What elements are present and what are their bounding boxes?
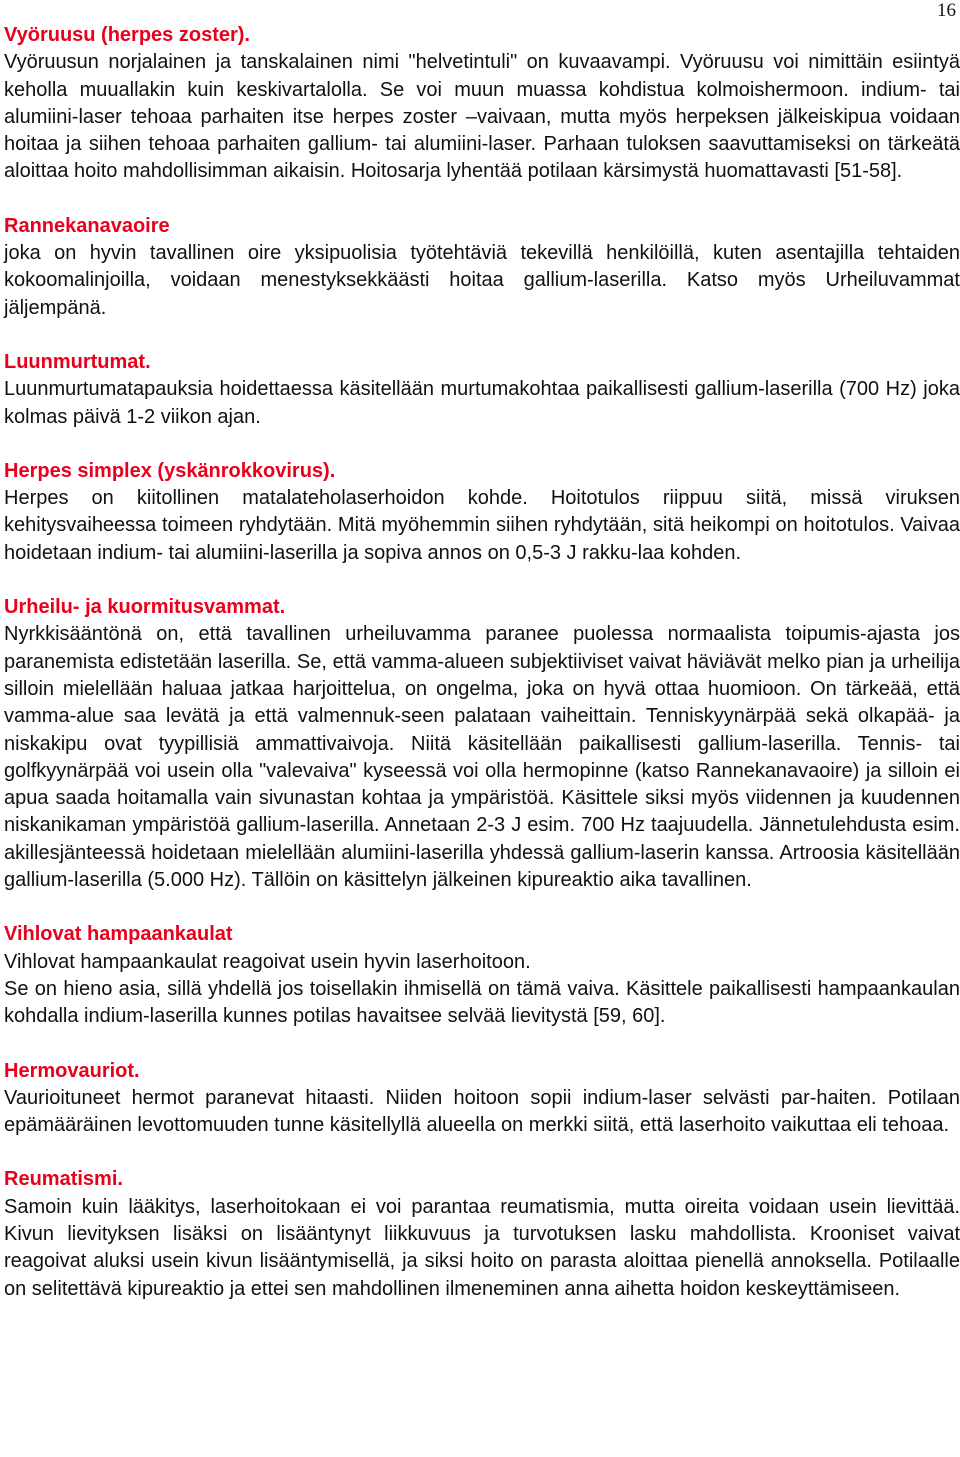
section-herpes-simplex bbox=[4, 458, 960, 567]
section-heading: Herpes simplex (yskänrokkovirus). bbox=[4, 459, 336, 482]
section-hermovauriot bbox=[4, 1058, 960, 1140]
section-paragraph: Se on hieno asia, sillä yhdellä jos toisellakin ihmisellä on tämä vaiva. Käsittele paikallisesti hampaankaulan kohdalla indium-laserilla kunnes potilas havaitsee selvää lievitystä [59, 60]. bbox=[4, 977, 960, 1028]
section-paragraph: Vihlovat hampaankaulat reagoivat usein hyvin laserhoitoon. bbox=[4, 950, 531, 973]
section-heading: Hermovauriot. bbox=[4, 1059, 140, 1082]
section-paragraph: Samoin kuin lääkitys, laserhoitokaan ei voi parantaa reumatismia, mutta oireita voidaan usein lievittää. Kivun lievityksen lisäksi on lisääntynyt liikkuvuus ja turvotuksen lasku mahdollista. Krooniset vaivat reagoivat aluksi usein kivun lisääntymisellä, ja siksi hoito on parasta aloittaa pienellä annoksella. Potilaalle on selitettävä kipureaktio ja ettei sen mahdollinen ilmeneminen anna aihetta hoidon keskeyttämiseen. bbox=[4, 1195, 960, 1300]
section-paragraph: Vaurioituneet hermot paranevat hitaasti. Niiden hoitoon sopii indium-laser selvästi par-haiten. Potilaan epämääräinen levottomuuden tunne käsitellyllä alueella on merkki siitä, että laserhoito vaikuttaa eli tehoaa. bbox=[4, 1086, 960, 1137]
section-heading: Reumatismi. bbox=[4, 1168, 123, 1191]
document-page bbox=[4, 0, 960, 1330]
section-heading: Vyöruusu (herpes zoster). bbox=[4, 24, 250, 46]
section-paragraph: Herpes on kiitollinen matalateholaserhoidon kohde. Hoitotulos riippuu siitä, missä viruksen kehitysvaiheessa toimeen ryhdytään. Mitä myöhemmin siihen ryhdytään, sitä heikompi on hoitotulos. Vaivaa hoidetaan indium- tai alumiini-laserilla ja sopiva annos on 0,5-3 J rakku-laa kohden. bbox=[4, 487, 960, 564]
section-paragraph: Vyöruusun norjalainen ja tanskalainen nimi "helvetintuli" on kuvaavampi. Vyöruusu voi nimittäin esiintyä keholla muuallakin kuin keskivartalolla. Se voi muun muassa kohdistua kolmoishermoon. indium- tai alumiini-laser tehoaa parhaiten itse herpes zoster –vaivaan, mutta myös herpeksen jälkeiskipua voidaan hoitaa ja siihen tehoaa parhaiten gallium- tai alumiini-laser. Parhaan tuloksen saavuttamiseksi on tärkeätä aloittaa hoito mahdollisimman aikaisin. Hoitosarja lyhentää potilaan kärsimystä huomattavasti [51-58]. bbox=[4, 51, 960, 183]
section-paragraph: Nyrkkisääntönä on, että tavallinen urheiluvamma paranee puolessa normaalista toipumis-ajasta jos paranemista edistetään laserilla. Se, että vamma-alueen subjektiiviset vaivat häviävät melko pian ja urheilija silloin mielellään haluaa jatkaa harjoittelua, on ongelma, joka on hyvä ottaa huomioon. On tärkeää, että vamma-alue saa levätä ja että valmennuk-seen palataan vaiheittain. Tenniskyynärpää sekä olkapää- ja niskakipu ovat tyypillisiä ammattivaivoja. Niitä käsitellään paikallisesti gallium-laserilla. Tennis- tai golfkyynärpää voi usein olla "valevaiva" kyseessä voi olla hermopinne (katso Rannekanavaoire) ja silloin ei apua saada hoitamalla vain sivunastan kohtaa ja ympäristöä. Käsittele siksi myös viidennen ja kuudennen niskanikaman ympäristöä gallium-laserilla. Annetaan 2-3 J esim. 700 Hz taajuudella. Jännetulehdusta esim. akillesjänteessä hoidetaan mielellään alumiini-laserilla yhdessä gallium-laserin kanssa. Artroosia käsitellään gallium-laserilla (5.000 Hz). Tällöin on käsittelyn jälkeinen kipureaktio aika tavallinen. bbox=[4, 623, 960, 892]
page-number: 16 bbox=[937, 0, 956, 21]
section-rannekanavaoire bbox=[4, 213, 960, 322]
section-luunmurtumat bbox=[4, 349, 960, 431]
section-heading: Vihlovat hampaankaulat bbox=[4, 923, 233, 946]
section-vihlovat-hampaankaulat bbox=[4, 921, 960, 1030]
section-reumatismi bbox=[4, 1166, 960, 1302]
section-heading: Rannekanavaoire bbox=[4, 214, 170, 237]
section-paragraph: joka on hyvin tavallinen oire yksipuolisia työtehtäviä tekevillä henkilöillä, kuten asentajilla tehtaiden kokoomalinjoilla, voidaan menestyksekkäästi hoitaa gallium-laserilla. Katso myös Urheiluvammat jäljempänä. bbox=[4, 242, 960, 319]
section-vyoruusu bbox=[4, 0, 960, 186]
section-paragraph: Luunmurtumatapauksia hoidettaessa käsitellään murtumakohtaa paikallisesti gallium-laserilla (700 Hz) joka kolmas päivä 1-2 viikon ajan. bbox=[4, 378, 960, 428]
section-heading: Luunmurtumat. bbox=[4, 350, 151, 373]
section-urheiluvammat bbox=[4, 594, 960, 894]
section-heading: Urheilu- ja kuormitusvammat. bbox=[4, 596, 286, 619]
